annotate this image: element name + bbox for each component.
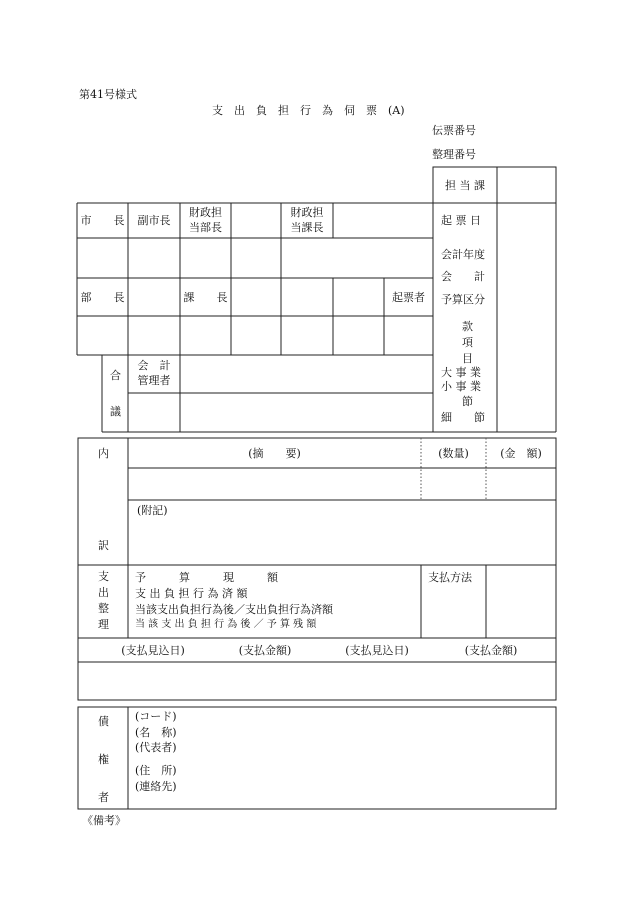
creditor-representative-label: (代表者) [135,741,177,754]
deputy-mayor-label: 副市長 [137,214,171,227]
creditor-code-label: (コード) [135,710,177,723]
kan-label: 款 [462,320,473,333]
creditor-label-3: 者 [98,791,109,804]
creditor-label-1: 債 [98,715,109,728]
expense-line-committed: 支 出 負 担 行 為 済 額 [135,587,248,600]
creditor-address-label: (住 所) [135,764,177,777]
finance-director-label: 財政担 当部長 [189,205,222,234]
reference-number-label: 整理番号 [432,148,476,161]
small-project-label: 小 事 業 [441,380,481,393]
detail-uchi-label: 内 [98,447,109,460]
issue-date-label: 起 票 日 [441,214,481,227]
finance-manager-label: 財政担 当課長 [290,205,324,234]
slip-number-label: 伝票番号 [432,124,476,137]
budget-division-label: 予算区分 [441,293,485,306]
detail-wake-label: 訳 [98,539,109,552]
quantity-header: (数量) [438,446,469,460]
page-title: 支 出 負 担 行 為 伺 票 (A) [212,104,405,117]
payment-method-label: 支払方法 [428,571,472,584]
responsible-section-label: 担 当 課 [445,178,485,192]
setsu-label: 節 [462,395,473,408]
expense-side-label: 支 出 整 理 [98,570,109,631]
amount-header: (金 額) [500,446,542,460]
expense-line-budget: 予 算 現 額 [135,571,278,584]
creditor-name-label: (名 称) [135,726,177,739]
payment-date-header-1: (支払見込日) [121,643,185,657]
payment-amount-header-1: (支払金額) [238,643,292,657]
remarks-label: 《備考》 [82,814,126,827]
saisetsu-label: 細 節 [441,411,485,424]
dept-head-label: 部 長 [80,290,125,304]
expense-line-after-remaining: 当 該 支 出 負 担 行 為 後 ／ 予 算 残 額 [135,619,317,630]
payment-date-header-2: (支払見込日) [345,643,409,657]
section-chief-label: 課 長 [183,290,228,304]
payment-amount-header-2: (支払金額) [464,643,518,657]
large-project-label: 大 事 業 [441,366,481,379]
kou-label: 項 [462,336,473,349]
fiscal-year-label: 会計年度 [441,248,485,261]
council-gi-label: 議 [110,405,121,418]
expense-line-after-committed: 当該支出負担行為後／支出負担行為済額 [135,603,333,616]
drafter-label: 起票者 [392,290,425,304]
summary-header: (摘 要) [248,446,301,460]
moku-label: 目 [462,352,473,365]
creditor-label-2: 権 [98,753,109,766]
accountant-label: 会 計 管理者 [137,359,171,387]
creditor-contact-label: (連絡先) [135,780,177,793]
account-label: 会 計 [441,270,485,283]
mayor-label: 市 長 [80,214,125,227]
council-gou-label: 合 [110,369,121,382]
note-label: (附記) [137,504,168,517]
form-id: 第41号様式 [79,88,137,101]
